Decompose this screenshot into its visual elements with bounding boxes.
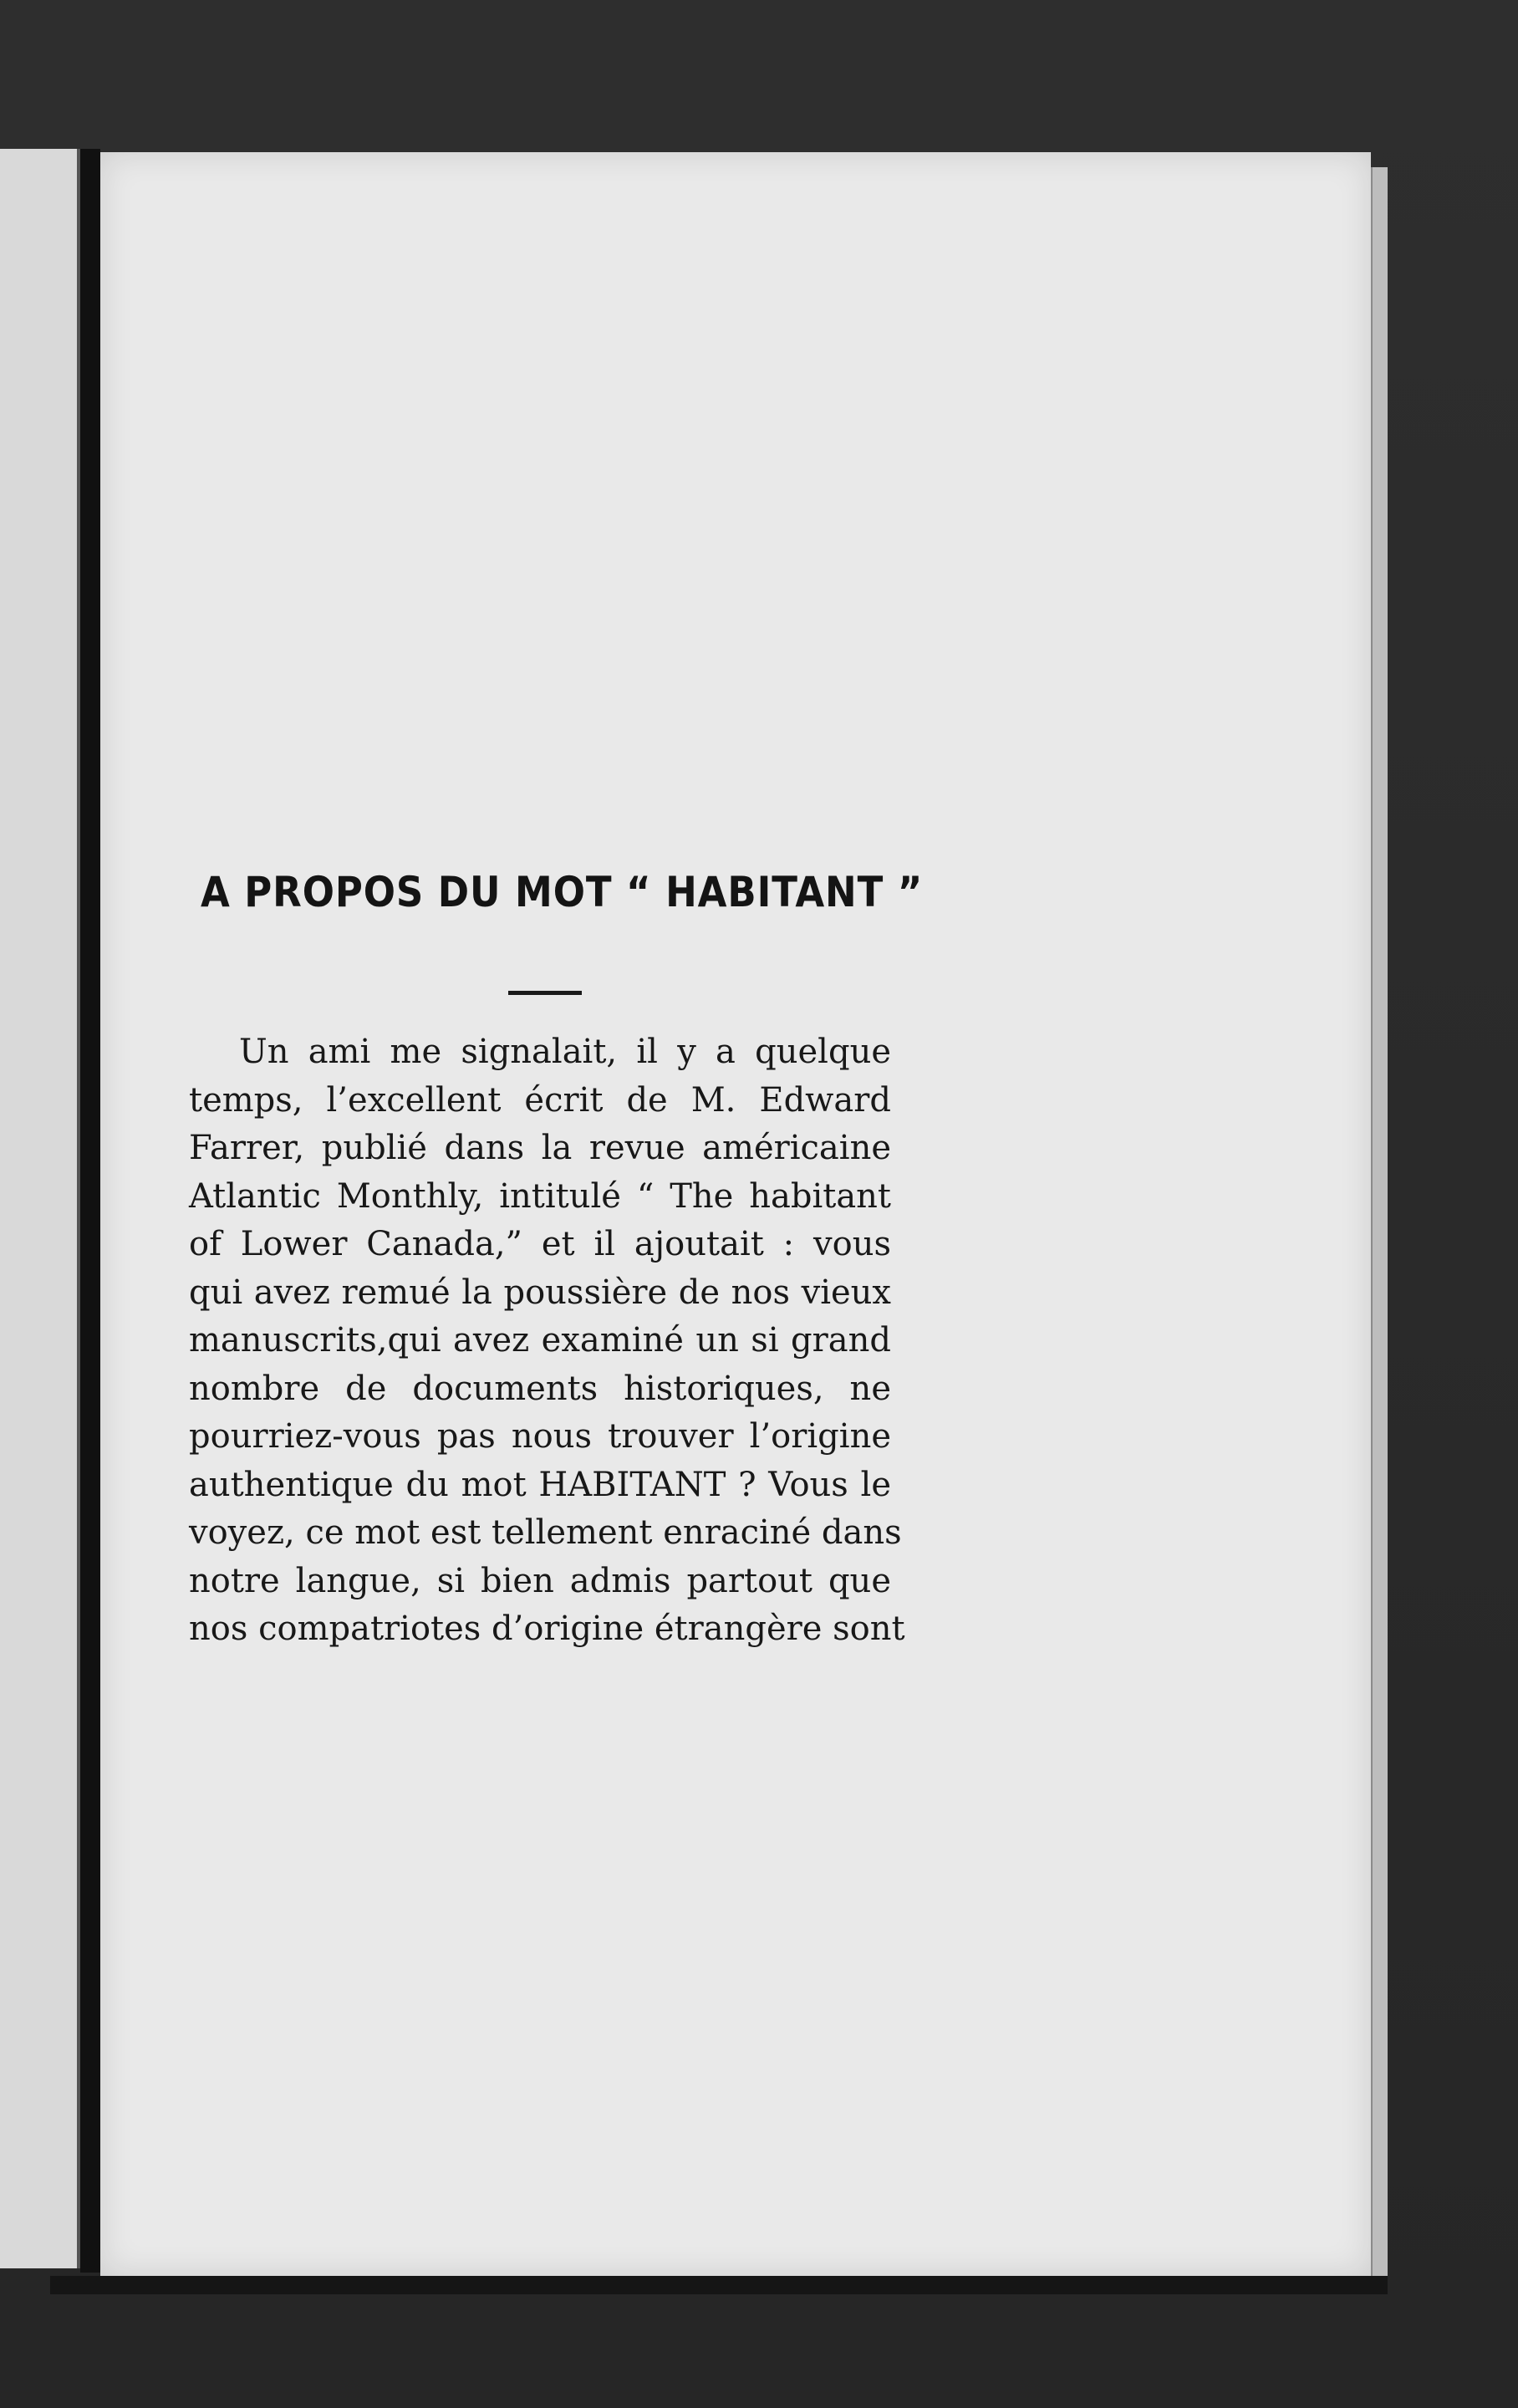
- text-line: Farrer, publié dans la revue américaine: [189, 1129, 891, 1167]
- body-paragraph: [189, 1028, 905, 1654]
- page-fore-edge: [1371, 167, 1388, 2291]
- text-line: temps, l’excellent écrit de M. Edward: [189, 1080, 891, 1120]
- chapter-title: A PROPOS DU MOT “ HABITANT ”: [201, 868, 924, 916]
- page-bottom-shadow: [50, 2276, 1388, 2294]
- title-rule: [508, 991, 582, 995]
- text-line: qui avez remué la poussière de nos vieux: [189, 1273, 891, 1312]
- text-line: manuscrits,qui avez examiné un si grand: [189, 1321, 891, 1360]
- book-gutter: [80, 149, 100, 2273]
- facing-page-edge: [0, 149, 80, 2268]
- text-line: nombre de documents historiques, ne: [189, 1369, 891, 1408]
- text-line: notre langue, si bien admis partout que: [189, 1561, 891, 1600]
- text-line: pourriez-vous pas nous trouver l’origine: [189, 1417, 891, 1456]
- text-line: voyez, ce mot est tellement enraciné dans: [189, 1513, 902, 1552]
- text-line: Atlantic Monthly, intitulé “ The habitant: [189, 1176, 891, 1216]
- text-line: Un ami me signalait, il y a quelque: [239, 1033, 891, 1071]
- text-line: of Lower Canada,” et il ajoutait : vous: [189, 1225, 891, 1263]
- text-line: authentique du mot HABITANT ? Vous le: [189, 1465, 891, 1504]
- text-line: nos compatriotes d’origine étrangère sont: [189, 1610, 905, 1648]
